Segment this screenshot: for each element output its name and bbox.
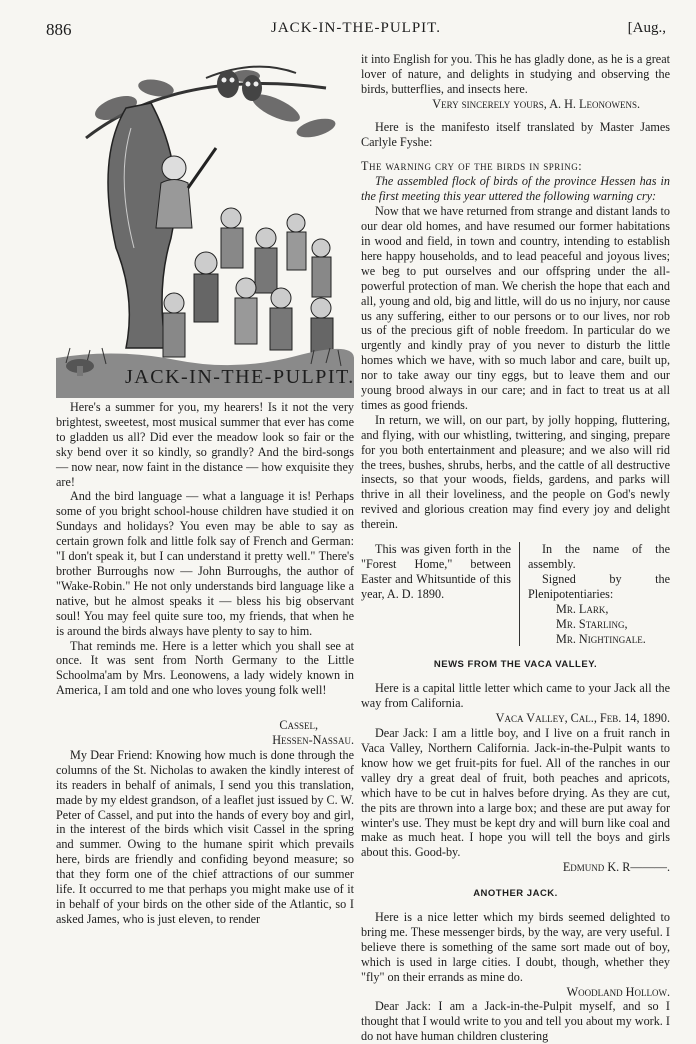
left-column xyxy=(56,400,354,927)
paragraph: And the bird language — what a language it is! Perhaps some of you bright school-house children have studied it on Sundays and holidays? You even may be able to say as certain grown folk and little folk say of French and German: "I don't speak it, but I can understand it pretty well." There's brother Burroughs now — John Burroughs, the author of "Wake-Robin." He not only understands bird language like a native, but he almost speaks it — bless his big observant soul! You may feel quite sure too, my friends, that when he is around the birds always have plenty to say to him. xyxy=(56,489,354,638)
jack-in-the-pulpit-illustration xyxy=(56,48,354,398)
letter-place: Woodland Hollow. xyxy=(566,984,670,999)
paragraph: Here is a capital little letter which came to your Jack all the way from California. xyxy=(361,681,670,711)
manifesto-paragraph: Now that we have returned from strange and distant lands to our dear old homes, and have resumed our former habitations in wood and field, in town and country, intending to establish here happy households, and to lead peaceful and joyous lives; we beg to put ourselves and our offspring under the all-powerful protection of man. We cherish the hope that each and all, young and old, big and little, will do us no injury, nor cause us any suffering, either to our persons or to our lives, nor rob us of the precious gift of noble freedom. In particular do we urgently and kindly pray of you never to disturb the little homes which we have, with so much labor and care, built up, nor to take away our tiny eggs, but to leave them and our young brood always in our care; and in fact to treat us at all times as good friends. xyxy=(361,204,670,412)
section-heading: NEWS FROM THE VACA VALLEY. xyxy=(433,659,598,671)
date-note: This was given forth in the "Forest Home," between Easter and Whitsuntide of this year, A. D. 1890. xyxy=(361,542,511,601)
page-number: 886 xyxy=(46,20,72,39)
signatory: Mr. Lark, xyxy=(556,601,609,616)
paragraph: That reminds me. Here is a letter which you shall see at once. It was sent from North Germany to the Little Schoolma'am by Mrs. Leonowens, a lady widely known in America, I am told and one who loves young folk well! xyxy=(56,638,354,698)
letter-body: Dear Jack: I am a little boy, and I live on a fruit ranch in Vaca Valley, Northern California. Jack-in-the-Pulpit wants to know how we get fruit-pits for fuel. All of the ranches in our valley dry a great deal of fruit, both peaches and apricots, which have to be cut in halves before drying. As they are cut, the pits are thrown into a large box; and these are put away for winter's use. They must be kept dry and will burn like coal and make as much heat. I hope you will tell the boys and girls about this. Good-by. xyxy=(361,726,670,860)
signature-block xyxy=(361,542,670,646)
manifesto-italic: The assembled flock of birds of the province Hessen has in the first meeting this year uttered the following warning cry: xyxy=(361,174,670,204)
month-mark: [Aug., xyxy=(627,20,666,36)
paragraph: Here's a summer for you, my hearers! Is it not the very brightest, sweetest, most musical summer that ever has come to gladden us all? Did ever the meadow look so fair or the sky bend over it so kindly, so grandly? And the bird-songs — now near, now faint in the distance — how exquisite they are! xyxy=(56,400,354,489)
manifesto-heading: The warning cry of the birds in spring: xyxy=(361,159,583,174)
letter-signature: Edmund K. R———. xyxy=(562,860,670,875)
illustration-title: JACK-IN-THE-PULPIT. xyxy=(125,366,355,388)
letter-place: Cassel, xyxy=(279,718,318,733)
letter-place: Vaca Valley, Cal., Feb. 14, 1890. xyxy=(495,711,670,726)
page-header xyxy=(46,20,666,40)
paragraph: it into English for you. This he has gladly done, as he is a great lover of nature, and delights in studying and observing the birds, butterflies, and insects here. xyxy=(361,52,670,96)
paragraph: Here is the manifesto itself translated by Master James Carlyle Fyshe: xyxy=(361,119,670,149)
letter-body: My Dear Friend: Knowing how much is done through the columns of the St. Nicholas to awaken the kindly interest of its readers in behalf of animals, I send you this translation, made by my eldest grandson, of a leaflet just issued by C. W. Peter of Cassel, and put into the hands of every boy and girl, in the interest of the birds which visit Cassel in the spring and summer. Owing to the humane spirit which prevails here, birds are friendly and confiding beyond measure; so that they form one of the chief attractions of our summer life. It occurred to me that perhaps you might make use of it in behalf of your birds on the other side of the Atlantic, so I asked James, who is just eleven, to render xyxy=(56,747,354,926)
running-title: JACK-IN-THE-PULPIT. xyxy=(271,20,441,36)
signatory: Mr. Starling, xyxy=(556,616,628,631)
letter-signature: Very sincerely yours, A. H. Leonowens. xyxy=(432,96,640,111)
letter-body: Dear Jack: I am a Jack-in-the-Pulpit myself, and so I thought that I would write to you and tell you about my work. I do not have human children clustering xyxy=(361,999,670,1044)
assembly-note: In the name of the assembly. xyxy=(528,542,670,571)
plenipotentiaries-note: Signed by the Plenipotentiaries: xyxy=(528,571,670,601)
manifesto-paragraph: In return, we will, on our part, by jolly hopping, fluttering, and flying, with our whistling, twittering, and singing, prepare for you both entertainment and pleasure; and we also will rid the trees, bushes, shrubs, herbs, and the cattle of all destructive insects, so that your woods, fields, gardens, and parks will thrive in all their loveliness, and the people on God's newly revived and glorious creation may find every joy and delight therein. xyxy=(361,412,670,532)
letter-place: Hessen-Nassau. xyxy=(272,733,354,748)
paragraph: Here is a nice letter which my birds seemed delighted to bring me. These messenger birds, by the way, are very useful. I believe there is something of the same sort made out of boy, which is used in large cities. I doubt, though, whether they "fly" on their errands as mine do. xyxy=(361,910,670,984)
section-heading: ANOTHER JACK. xyxy=(473,888,558,900)
right-column xyxy=(361,52,670,1044)
signatory: Mr. Nightingale. xyxy=(556,631,646,646)
